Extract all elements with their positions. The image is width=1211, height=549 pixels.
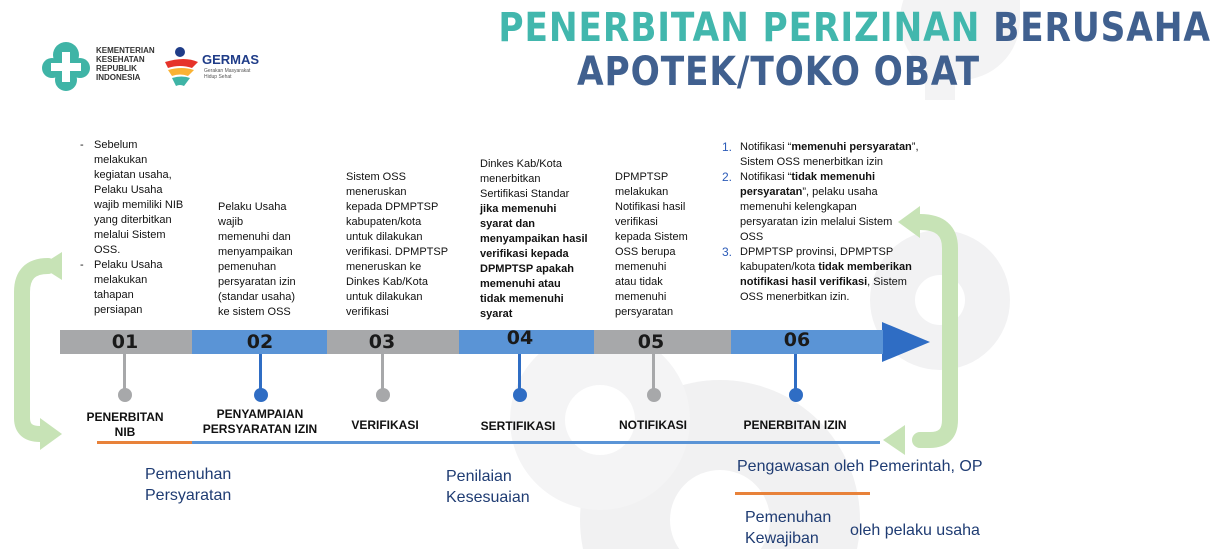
desc-line: Dinkes Kab/Kota bbox=[480, 158, 562, 170]
phase-line: Pemenuhan bbox=[145, 466, 232, 483]
pin-dot-04 bbox=[513, 388, 527, 402]
step-label-line: PERSYARATAN IZIN bbox=[202, 422, 318, 436]
desc-line: menyampaikan hasil bbox=[480, 233, 588, 245]
desc-line: Notifikasi “memenuhi persyaratan”, bbox=[740, 141, 919, 153]
pin-dot-03 bbox=[376, 388, 390, 402]
phase-line: Pemenuhan bbox=[745, 509, 832, 526]
pin-dot-02 bbox=[254, 388, 268, 402]
desc-line: persyaratan izin melalui Sistem bbox=[740, 216, 893, 228]
desc-line: Notifikasi hasil bbox=[615, 201, 686, 213]
desc-line: persyaratan izin bbox=[218, 276, 296, 288]
step-label-04: SERTIFIKASI bbox=[480, 419, 556, 433]
left-loop-arrowhead bbox=[40, 418, 62, 450]
list-number: 1. bbox=[722, 140, 733, 154]
phase-line: Persyaratan bbox=[145, 487, 232, 504]
desc-line: DPMPTSP apakah bbox=[480, 263, 574, 275]
desc-line: persyaratan bbox=[615, 306, 674, 318]
desc-line: Sertifikasi Standar bbox=[480, 188, 570, 200]
germas-logo-subtext bbox=[204, 68, 264, 80]
desc-line: DPMPTSP provinsi, DPMPTSP bbox=[740, 246, 894, 258]
desc-line: melakukan bbox=[615, 186, 669, 198]
list-item bbox=[722, 245, 952, 305]
desc-line: pemenuhan bbox=[218, 261, 277, 273]
desc-line: Sistem OSS menerbitkan izin bbox=[740, 156, 884, 168]
pin-dot-06 bbox=[789, 388, 803, 402]
desc-line: OSS. bbox=[94, 244, 121, 256]
desc-line: DPMPTSP bbox=[615, 171, 669, 183]
step-label-line: NIB bbox=[114, 425, 136, 439]
list-item bbox=[722, 140, 952, 170]
desc-line: Pelaku Usaha bbox=[218, 201, 287, 213]
kemenkes-logo bbox=[42, 42, 90, 91]
desc-line: OSS berupa bbox=[615, 246, 676, 258]
desc-line: menerbitkan bbox=[480, 173, 541, 185]
desc-line: Pelaku Usaha bbox=[94, 184, 163, 196]
kemenkes-logo-text bbox=[96, 46, 176, 82]
desc-line: menyampaikan bbox=[218, 246, 293, 258]
desc-line: persyaratan”, pelaku usaha bbox=[740, 186, 878, 198]
desc-line: meneruskan ke bbox=[346, 261, 422, 273]
desc-line: Notifikasi “tidak memenuhi bbox=[740, 171, 876, 183]
step-label-06: PENERBITAN IZIN bbox=[743, 418, 847, 432]
logo-text-line: REPUBLIK bbox=[96, 64, 137, 73]
desc-line: verifikasi. DPMPTSP bbox=[346, 246, 449, 258]
desc-line: atau tidak bbox=[615, 276, 663, 288]
desc-line: yang diterbitkan bbox=[94, 214, 172, 226]
step-04-description bbox=[480, 157, 598, 322]
logo-text-line: KEMENTERIAN bbox=[96, 46, 155, 55]
desc-line: wajib bbox=[218, 216, 244, 228]
germas-logo-text: GERMAS bbox=[202, 52, 260, 67]
step-label-02 bbox=[195, 407, 325, 437]
step-label-line: PENERBITAN bbox=[86, 410, 164, 424]
phase-underline-blue bbox=[192, 441, 880, 444]
desc-line: kegiatan usaha, bbox=[94, 169, 172, 181]
desc-line: kepada DPMPTSP bbox=[346, 201, 439, 213]
step-05-description bbox=[615, 170, 720, 320]
desc-line: memenuhi kelengkapan bbox=[740, 201, 857, 213]
phase-penilaian-kesesuaian bbox=[446, 466, 566, 508]
desc-line: verifikasi kepada bbox=[480, 248, 569, 260]
bold-run: memenuhi persyaratan bbox=[791, 141, 912, 153]
bold-run: tidak memenuhi bbox=[791, 171, 876, 183]
desc-line: syarat bbox=[480, 308, 513, 320]
bold-run: tidak memberikan bbox=[818, 261, 912, 273]
desc-line: kabupaten/kota bbox=[346, 216, 422, 228]
page-title-line-2: APOTEK/TOKO OBAT bbox=[577, 49, 980, 95]
desc-line: ke sistem OSS bbox=[218, 306, 291, 318]
page-title-line-1 bbox=[498, 4, 1211, 52]
bold-run: persyaratan bbox=[740, 186, 803, 198]
logo-subtext-line: Gerakan Masyarakat bbox=[204, 68, 251, 74]
desc-line: untuk dilakukan bbox=[346, 291, 423, 303]
phase-underline-orange bbox=[97, 441, 192, 444]
step-number-06: 06 bbox=[783, 329, 811, 351]
pin-dot-05 bbox=[647, 388, 661, 402]
desc-line: syarat dan bbox=[480, 218, 536, 230]
desc-line: memenuhi bbox=[615, 261, 667, 273]
phase-line: Kesesuaian bbox=[446, 489, 530, 506]
step-label-05: NOTIFIKASI bbox=[619, 418, 687, 432]
desc-line: Sistem OSS bbox=[346, 171, 406, 183]
step-number-04: 04 bbox=[506, 327, 534, 349]
title-part-teal: PENERBITAN PERIZINAN bbox=[498, 5, 981, 51]
title-part-navy: BERUSAHA bbox=[993, 5, 1211, 51]
desc-line: (standar usaha) bbox=[218, 291, 296, 303]
phase-pemenuhan-persyaratan bbox=[145, 464, 265, 506]
phase-line: Kewajiban bbox=[745, 530, 819, 547]
logo-text-line: KESEHATAN bbox=[96, 55, 145, 64]
desc-line: tidak memenuhi bbox=[480, 293, 564, 305]
right-loop-bottom-arrowhead bbox=[883, 425, 905, 455]
pin-dot-01 bbox=[118, 388, 132, 402]
desc-line: tahapan bbox=[94, 289, 134, 301]
desc-line: Dinkes Kab/Kota bbox=[346, 276, 428, 288]
desc-line: verifikasi bbox=[346, 306, 389, 318]
list-item bbox=[722, 170, 952, 245]
phase-pemenuhan-kewajiban bbox=[745, 507, 855, 549]
list-item: - Sebelum melakukan kegiatan usaha, Pelaku Usaha wajib memiliki NIB yang diterbitkan melalui Sistem OSS. bbox=[80, 138, 192, 258]
phase-underline-orange-2 bbox=[735, 492, 870, 495]
desc-line: untuk dilakukan bbox=[346, 231, 423, 243]
phase-oleh-pelaku-usaha: oleh pelaku usaha bbox=[850, 522, 980, 539]
left-loop-top-arrowhead bbox=[40, 252, 62, 280]
bold-run: notifikasi hasil verifikasi bbox=[740, 276, 868, 288]
desc-line: memenuhi bbox=[615, 291, 667, 303]
step-label-01 bbox=[70, 410, 180, 440]
step-number-02: 02 bbox=[246, 331, 274, 353]
step-number-05: 05 bbox=[637, 331, 665, 353]
step-number-03: 03 bbox=[368, 331, 396, 353]
phase-pengawasan: Pengawasan oleh Pemerintah, OP bbox=[737, 458, 983, 475]
desc-line: verifikasi bbox=[615, 216, 658, 228]
list-item: - Pelaku Usaha melakukan tahapan persiapan bbox=[80, 258, 192, 318]
step-label-03: VERIFIKASI bbox=[351, 418, 419, 432]
desc-line: jika memenuhi bbox=[480, 203, 557, 215]
desc-line: melalui Sistem bbox=[94, 229, 166, 241]
step-06-description bbox=[722, 140, 952, 305]
phase-line: Penilaian bbox=[446, 468, 512, 485]
desc-line: melakukan bbox=[94, 154, 148, 166]
step-06-list bbox=[722, 140, 952, 305]
step-number-01: 01 bbox=[111, 331, 139, 353]
desc-line: memenuhi atau bbox=[480, 278, 561, 290]
desc-line: OSS menerbitkan izin. bbox=[740, 291, 850, 303]
desc-line: notifikasi hasil verifikasi, Sistem bbox=[740, 276, 907, 288]
step-03-description bbox=[346, 170, 462, 320]
desc-line: Sebelum bbox=[94, 139, 138, 151]
desc-line: Pelaku Usaha bbox=[94, 259, 163, 271]
desc-line: kepada Sistem bbox=[615, 231, 688, 243]
desc-line: melakukan bbox=[94, 274, 148, 286]
logo-subtext-line: Hidup Sehat bbox=[204, 74, 232, 80]
desc-line: meneruskan bbox=[346, 186, 407, 198]
step-01-description bbox=[80, 138, 192, 318]
left-loop-arrow bbox=[22, 266, 48, 434]
desc-line: persiapan bbox=[94, 304, 143, 316]
desc-line: memenuhi dan bbox=[218, 231, 291, 243]
desc-line: wajib memiliki NIB bbox=[94, 199, 184, 211]
step-label-line: PENYAMPAIAN bbox=[216, 407, 304, 421]
list-number: 2. bbox=[722, 170, 733, 184]
desc-line: OSS bbox=[740, 231, 764, 243]
list-number: 3. bbox=[722, 245, 733, 259]
step-02-description bbox=[218, 200, 328, 320]
logo-text-line: INDONESIA bbox=[96, 73, 141, 82]
desc-line: kabupaten/kota tidak memberikan bbox=[740, 261, 912, 273]
